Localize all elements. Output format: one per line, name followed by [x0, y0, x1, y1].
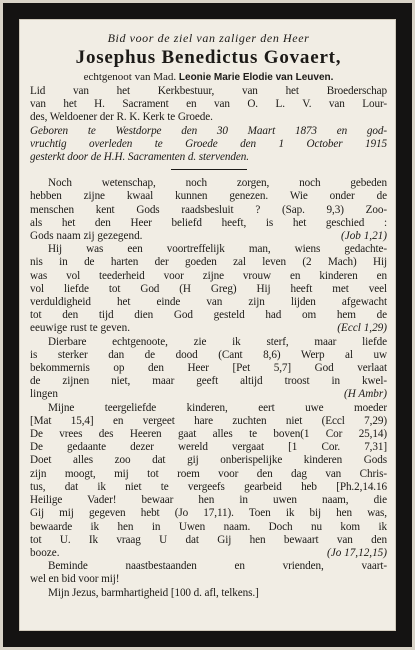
scripture-ref: (Jo 17,12,15): [327, 546, 387, 559]
body-text: eeuwige rust te geven.: [30, 322, 131, 335]
spouse-prefix: echtgenoot van Mad.: [83, 71, 177, 83]
body-line: De gedaante dezer wereld vergaat [1 Cor. 7,31]: [30, 441, 387, 454]
body-line: tus, dat ik niet te vergeefs gearbeid heb [Ph.2,14.16: [30, 480, 387, 493]
body-line: tot U. Ik vraag U dat Gij hen bewaart van den: [30, 533, 387, 546]
dates-line: vruchtig overleden te Groede den 1 October 1915: [30, 137, 387, 150]
body-line: Mijne teergeliefde kinderen, eert uwe moeder: [48, 401, 387, 414]
body-line-with-ref: [30, 388, 387, 401]
body-line: zijn moogt, mij tot roem voor den dag van Chris-: [30, 467, 387, 480]
dates-line: gesterkt door de H.H. Sacramenten d. stervenden.: [30, 151, 249, 164]
body-line: verduldigheid het einde van zijn lijden afgewacht: [30, 296, 387, 309]
body-line: tot den tijd dien God gesteld had om hem de: [30, 309, 387, 322]
body-line: vol liefde tot God (H Greg) Hij heeft met veel: [30, 282, 387, 295]
body-line: Doet alles zoo dat gij onberispelijke kinderen Gods: [30, 454, 387, 467]
body-line: als het den Heer beliefd heeft, is het geschied :: [30, 216, 387, 229]
body-line: Hij was een voortreffelijk man, wiens gedachte-: [48, 243, 387, 256]
dates-line: Geboren te Westdorpe den 30 Maart 1873 en god-: [30, 124, 387, 137]
memorial-card: [3, 3, 412, 647]
body-line: bewaarde ik hen in Uwen naam. Doch nu kom ik: [30, 520, 387, 533]
body-line: nis in de harten der goeden zal leven (2 Mach) Hij: [30, 256, 387, 269]
divider: [171, 169, 247, 170]
body-line-with-ref: [30, 230, 387, 243]
spouse-line: [30, 70, 387, 85]
body-line: was vol teederheid voor zijne vrouw en kinderen en: [30, 269, 387, 282]
body-line-with-ref: [30, 547, 387, 560]
scripture-ref: (H Ambr): [344, 388, 387, 401]
body-line: bekommernis op den Heer [Pet 5,7] God verlaat: [30, 362, 387, 375]
card-content: [30, 28, 387, 600]
body-line: Noch wetenschap, noch zorgen, noch gebeden: [48, 177, 387, 190]
body-line: menschen kent Gods raadsbesluit ? (Sap. 9,3) Zoo-: [30, 203, 387, 216]
card-panel: [19, 19, 396, 631]
scripture-ref: (Eccl 1,29): [337, 322, 387, 335]
deceased-name: Josephus Benedictus Govaert,: [75, 47, 342, 68]
prayer-line: Mijn Jezus, barmhartigheid [100 d. afl, telkens.]: [48, 586, 259, 599]
body-line: wel en bid voor mij!: [30, 573, 120, 586]
heading: Bid voor de ziel van zaliger den Heer: [107, 31, 310, 45]
scripture-ref: (Job 1,21): [341, 230, 387, 243]
body-line: Heilige Vader! bewaar hen in uwen naam, die: [30, 494, 387, 507]
body-line: Dierbare echtgenoote, zie ik sterf, maar liefde: [48, 335, 387, 348]
body-line: [Mat 15,4] en vergeet hare zuchten niet (Eccl 7,29): [30, 414, 387, 427]
body-text: lingen: [30, 388, 58, 401]
body-line: hebben zijne kwaal kunnen genezen. Wie onder de: [30, 190, 387, 203]
body-text: Gods naam zij gezegend.: [30, 230, 143, 243]
body-line: De vrees des Heeren gaat alles te boven(1 Cor 25,14): [30, 428, 387, 441]
bio-line: Lid van het Kerkbestuur, van het Broederschap: [30, 85, 387, 97]
body-line: Gij mij gegeven hebt (Jo 17,11). Toen ik bij hen was,: [30, 507, 387, 520]
body-text: booze.: [30, 546, 60, 559]
bio-line: des, Weldoener der R. K. Kerk te Groede.: [30, 111, 213, 124]
spouse-name: Leonie Marie Elodie van Leuven.: [178, 72, 334, 83]
body-line-with-ref: [30, 322, 387, 335]
bio-line: van het H. Sacrament en van O. L. V. van Lour-: [30, 98, 387, 111]
body-line: is sterker dan de dood (Cant 8,6) Werp al uw: [30, 348, 387, 361]
body-line: Beminde naastbestaanden en vrienden, vaart-: [48, 560, 387, 573]
body-line: de zijnen niet, maar geeft altijd troost in kwel-: [30, 375, 387, 388]
